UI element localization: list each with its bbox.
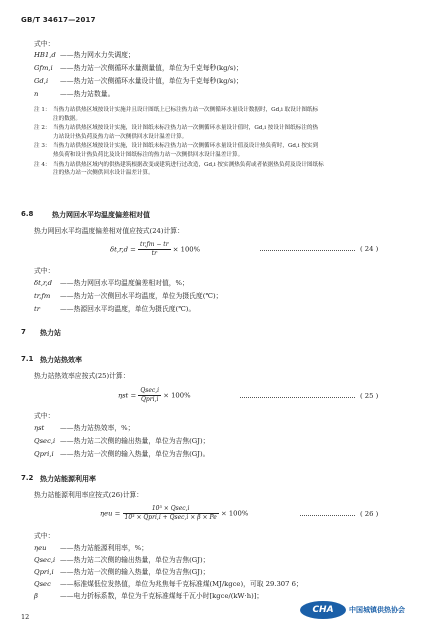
- definition-text: ——热力站热效率，%；: [60, 424, 135, 432]
- definition-row: [34, 437, 209, 446]
- where-label: 式中：: [34, 412, 55, 420]
- symbol: Qsec,i: [34, 437, 56, 445]
- definition-text: ——热力站一次侧的输入热量，单位为吉焦(GJ)；: [60, 568, 210, 576]
- equation-number: ( 25 ): [360, 392, 379, 400]
- note-line: 力站设计热负荷及热力站一次侧供回水设计温差计算。: [53, 133, 188, 140]
- formula-tail: × 100%: [220, 509, 249, 518]
- definition-text: ——热源回水平均温度，单位为摄氏度(℃)。: [60, 305, 196, 313]
- definition-text: ——标准煤低位发热值，单位为兆焦每千克标准煤(MJ/kgce)，可取 29.307 6；: [60, 580, 303, 588]
- numerator: Qsec,i: [140, 387, 160, 394]
- note-line: 热负荷和设计热负荷比及设计图纸标注的热力站一次侧供回水设计温差计算。: [53, 151, 244, 158]
- section-number: 6.8: [21, 210, 34, 218]
- note-label: 注 2：: [34, 125, 51, 132]
- section-number: 7.1: [21, 355, 34, 363]
- definition-row: [34, 556, 303, 565]
- symbol: Qpri,i: [34, 450, 54, 458]
- symbol: Gd,i: [34, 77, 49, 85]
- section-intro: 热力网回水平均温度偏差相对值应按式(24)计算：: [34, 227, 184, 235]
- where-label: 式中：: [34, 267, 55, 275]
- note-line: 注的数据。: [53, 115, 81, 122]
- logo-text: 中国城镇供热协会: [349, 606, 405, 614]
- symbol: tr: [34, 305, 40, 313]
- numerator: tr,fm − tr: [140, 241, 169, 248]
- definition-text: ——热力站能源利用率，%；: [60, 544, 149, 552]
- section-intro: 热力站热效率应按式(25)计算：: [34, 372, 130, 380]
- definition-row: [34, 568, 303, 577]
- fraction: [138, 241, 171, 258]
- numerator: 10³ × Qsec,i: [123, 505, 219, 514]
- section-title: 热力站热效率: [40, 356, 82, 364]
- notes: [34, 106, 324, 178]
- note-label: 注 3：: [34, 143, 51, 150]
- note-line: 当热力站供热区域按设计实施，设计图纸未标注热力站一次侧循环水量设计值及设计热负荷时，Gd,i 按实到: [53, 143, 319, 150]
- denominator: Qpri,i: [141, 396, 159, 403]
- definition-row: [34, 64, 243, 73]
- section-title: 热力网回水平均温度偏差相对值: [52, 211, 150, 219]
- definition-row: [34, 279, 222, 288]
- definition-row: [34, 90, 243, 99]
- definition-row: [34, 544, 303, 553]
- definition-row: [34, 424, 209, 433]
- definition-row: [34, 580, 303, 589]
- chapter-number: 7: [21, 328, 26, 336]
- definition-row: [34, 292, 222, 301]
- note: [34, 142, 324, 159]
- equation-number: ( 24 ): [360, 245, 379, 253]
- symbol: Qsec: [34, 580, 51, 588]
- note-label: 注 1：: [34, 107, 51, 113]
- where-label: 式中：: [34, 40, 55, 48]
- note-label: 注 4：: [34, 161, 51, 168]
- formula-tail: × 100%: [172, 245, 201, 254]
- symbol: ηst: [34, 424, 45, 432]
- definition-text: ——热力网回水平均温度偏差相对值，%；: [60, 279, 189, 287]
- fraction: [138, 387, 161, 404]
- where-label: 式中：: [34, 532, 55, 540]
- symbol: tr,fm: [34, 292, 51, 300]
- symbol: Gfm,i: [34, 64, 53, 72]
- definition-text: ——热力站一次侧循环水量设计值，单位为千克每秒(kg/s)；: [60, 77, 243, 85]
- section-title: 热力站能源利用率: [40, 475, 96, 483]
- section-intro: 热力站能源利用率应按式(26)计算：: [34, 491, 144, 499]
- section-number: 7.2: [21, 474, 34, 482]
- fraction: [123, 505, 219, 522]
- formula-25: [118, 387, 191, 404]
- symbol: Qpri,i: [34, 568, 54, 576]
- definition-list: [34, 279, 222, 314]
- definition-text: ——热力站二次侧的输出热量，单位为吉焦(GJ)；: [60, 437, 210, 445]
- symbol: β: [34, 592, 38, 600]
- note: [34, 124, 324, 141]
- symbol: δt,r,d: [34, 279, 52, 287]
- logo-badge: CHA: [300, 601, 346, 619]
- formula-26: [100, 505, 248, 522]
- formula-lhs: ηeu =: [100, 509, 121, 518]
- standard-header: GB/T 34617—2017: [21, 16, 96, 24]
- note-line: 当热力站供热区域内的供热建筑根据改变或建筑进行过改造，Gd,i 按实测热负荷或者依据热负荷及设计图纸标: [53, 161, 324, 168]
- definition-text: ——热力站一次侧循环水量测量值，单位为千克每秒(kg/s)；: [60, 64, 243, 72]
- leader-dots: [260, 250, 355, 251]
- note-line: 当热力站供热区域按设计实施，设计图纸未标注热力站一次侧循环水量设计值时，Gd,i 按设计图纸标注的热: [53, 125, 319, 132]
- definition-list: [34, 424, 209, 459]
- definition-text: ——热力站一次侧的输入热量，单位为吉焦(GJ)。: [60, 450, 210, 458]
- leader-dots: [240, 397, 355, 398]
- definition-row: [34, 305, 222, 314]
- association-logo: [300, 601, 405, 619]
- definition-text: ——热力站数量。: [60, 90, 115, 98]
- definition-list: [34, 51, 243, 99]
- leader-dots: [300, 515, 355, 516]
- definition-row: [34, 592, 303, 601]
- formula-lhs: ηst =: [118, 391, 137, 400]
- symbol: n: [34, 90, 39, 98]
- definition-text: ——电力折标系数，单位为千克标准煤每千瓦小时[kgce/(kW·h)]；: [60, 592, 264, 600]
- note: [34, 106, 324, 123]
- definition-text: ——热力站一次侧回水平均温度，单位为摄氏度(℃)；: [60, 292, 223, 300]
- definition-text: ——热力网水力失调度；: [60, 51, 135, 59]
- definition-list: [34, 544, 303, 601]
- denominator: tr: [151, 250, 157, 257]
- page-number: 12: [21, 613, 30, 621]
- formula-tail: × 100%: [163, 391, 191, 400]
- symbol: HB1,d: [34, 51, 56, 59]
- formula-lhs: δt,r,d =: [110, 245, 136, 254]
- formula-24: [110, 241, 200, 258]
- equation-number: ( 26 ): [360, 510, 379, 518]
- chapter-title: 热力站: [40, 329, 61, 337]
- definition-row: [34, 51, 243, 60]
- symbol: ηeu: [34, 544, 47, 552]
- symbol: Qsec,i: [34, 556, 56, 564]
- note: [34, 161, 324, 178]
- note-line: 注的热力站一次侧供回水设计温差计算。: [53, 170, 154, 177]
- definition-row: [34, 77, 243, 86]
- denominator: 10³ × Qpri,i + Qsec,i × β × Pe: [124, 514, 217, 521]
- definition-row: [34, 450, 209, 459]
- note-line: 当热力站供热区域按设计实施并且设计图纸上已标注热力站一次侧循环水量设计数据时，Gd,i 取设计图纸标: [53, 107, 319, 113]
- definition-text: ——热力站二次侧的输出热量，单位为吉焦(GJ)；: [60, 556, 210, 564]
